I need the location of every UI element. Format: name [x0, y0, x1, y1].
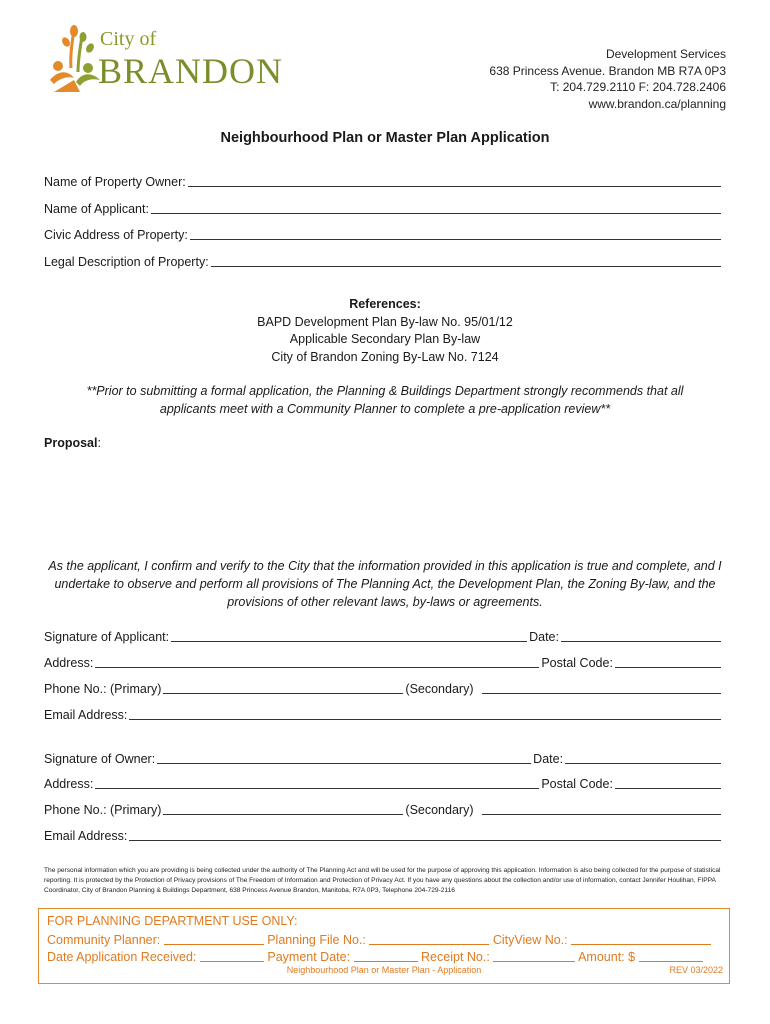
city-of-brandon-logo [44, 22, 294, 100]
owner-phone-primary-blank[interactable] [163, 802, 403, 815]
form-footer-title: Neighbourhood Plan or Master Plan - Application [286, 965, 482, 975]
owner-phone-row[interactable] [44, 802, 721, 817]
property-owner-label: Name of Property Owner: [44, 175, 186, 189]
legal-description-blank[interactable] [211, 254, 721, 267]
community-planner-label: Community Planner: [47, 933, 161, 947]
dept-phone-fax: T: 204.729.2110 F: 204.728.2406 [550, 80, 726, 94]
applicant-name-label: Name of Applicant: [44, 202, 149, 216]
applicant-address-label: Address: [44, 656, 94, 670]
applicant-phone-primary-label: Phone No.: (Primary) [44, 682, 162, 696]
applicant-address-blank[interactable] [95, 655, 539, 668]
references-heading: References: [349, 297, 421, 311]
civic-address-field[interactable] [44, 227, 721, 242]
owner-postal-blank[interactable] [615, 776, 721, 789]
proposal-label-text: Proposal [44, 436, 98, 450]
applicant-name-blank[interactable] [151, 201, 721, 214]
applicant-signature-label: Signature of Applicant: [44, 630, 170, 644]
owner-signature-blank[interactable] [157, 751, 531, 764]
owner-signature-row[interactable] [44, 751, 721, 766]
applicant-postal-label: Postal Code: [541, 656, 613, 670]
property-owner-field[interactable] [44, 174, 721, 189]
dept-address: 638 Princess Avenue. Brandon MB R7A 0P3 [489, 63, 726, 78]
owner-date-label: Date: [533, 752, 564, 766]
pre-application-notice: **Prior to submitting a formal application, the Planning & Buildings Department strongly recommends that all applicants meet with a Community Planner to complete a pre-application review** [86, 384, 684, 416]
community-planner-blank[interactable] [164, 932, 264, 945]
form-title: Neighbourhood Plan or Master Plan Application [220, 130, 550, 146]
owner-postal-label: Postal Code: [541, 777, 613, 791]
office-use-row-1 [47, 932, 711, 947]
privacy-notice: The personal information which you are providing is being collected under the authority of The Planning Act and will be used for the purpose of approving this application. Information is also being collected for the purpose of statistical reporting. It is protected by the Protection of Privacy provisions of The Freedom of Information and Protection of Privacy Act. If you have any questions about the collection and/or use of information, contact Jennifer Houlihan, FIPPA Coordinator, City of Brandon Planning & Buildings Department, 638 Princess Avenue Brandon, Manitoba, R7A 0P3, Telephone 204-729-2116 [44, 867, 721, 894]
applicant-date-blank[interactable] [561, 629, 721, 642]
office-use-row-2 [47, 949, 703, 964]
owner-email-row[interactable] [44, 828, 721, 843]
owner-phone-primary-label: Phone No.: (Primary) [44, 803, 162, 817]
proposal-colon: : [97, 436, 101, 450]
payment-date-label: Payment Date: [267, 950, 351, 964]
legal-description-label: Legal Description of Property: [44, 255, 209, 269]
cityview-label: CityView No.: [492, 933, 568, 947]
proposal-label [44, 436, 101, 450]
reference-item: Applicable Secondary Plan By-law [289, 332, 481, 346]
references-section [0, 296, 770, 366]
amount-blank[interactable] [639, 949, 703, 962]
office-use-box [38, 908, 730, 984]
planning-file-label: Planning File No.: [267, 933, 366, 947]
applicant-email-row[interactable] [44, 707, 721, 722]
payment-date-blank[interactable] [354, 949, 418, 962]
applicant-email-label: Email Address: [44, 708, 128, 722]
civic-address-blank[interactable] [190, 227, 721, 240]
owner-address-row[interactable] [44, 776, 721, 791]
reference-item: City of Brandon Zoning By-Law No. 7124 [271, 349, 499, 364]
applicant-phone-primary-blank[interactable] [163, 681, 403, 694]
owner-date-blank[interactable] [565, 751, 721, 764]
proposal-input-area[interactable] [44, 456, 721, 548]
form-revision: REV 03/2022 [669, 965, 723, 975]
legal-description-field[interactable] [44, 254, 721, 269]
civic-address-label: Civic Address of Property: [44, 228, 188, 242]
owner-phone-secondary-blank[interactable] [482, 802, 722, 815]
applicant-email-blank[interactable] [129, 707, 721, 720]
logo-brandon-text: BRANDON [98, 51, 284, 91]
dept-name: Development Services [605, 47, 726, 61]
applicant-phone-row[interactable] [44, 681, 721, 696]
owner-signature-label: Signature of Owner: [44, 752, 156, 766]
owner-phone-secondary-label: (Secondary) [405, 803, 474, 817]
dept-website: www.brandon.ca/planning [588, 96, 726, 111]
owner-address-label: Address: [44, 777, 94, 791]
applicant-signature-row[interactable] [44, 629, 721, 644]
applicant-date-label: Date: [529, 630, 559, 644]
property-owner-blank[interactable] [188, 174, 721, 187]
date-received-blank[interactable] [200, 949, 264, 962]
applicant-postal-blank[interactable] [615, 655, 721, 668]
applicant-name-field[interactable] [44, 201, 721, 216]
office-use-heading: FOR PLANNING DEPARTMENT USE ONLY: [47, 914, 298, 928]
applicant-signature-blank[interactable] [171, 629, 527, 642]
amount-label: Amount: $ [578, 950, 636, 964]
department-contact [489, 46, 726, 112]
applicant-phone-secondary-label: (Secondary) [405, 682, 474, 696]
logo-city-of-text: City of [100, 28, 157, 50]
cityview-blank[interactable] [571, 932, 711, 945]
planning-file-blank[interactable] [369, 932, 489, 945]
applicant-address-row[interactable] [44, 655, 721, 670]
reference-item: BAPD Development Plan By-law No. 95/01/12 [257, 314, 513, 329]
owner-address-blank[interactable] [95, 776, 539, 789]
owner-email-blank[interactable] [129, 828, 721, 841]
date-received-label: Date Application Received: [47, 950, 197, 964]
applicant-phone-secondary-blank[interactable] [482, 681, 722, 694]
receipt-blank[interactable] [493, 949, 575, 962]
applicant-confirmation: As the applicant, I confirm and verify to the City that the information provided in this application is true and complete, and I undertake to observe and perform all provisions of The Planning Act, the Development Plan, the Zoning By-law, and the provisions of other relevant laws, by-laws or agreements. [48, 559, 722, 609]
receipt-label: Receipt No.: [421, 950, 490, 964]
owner-email-label: Email Address: [44, 829, 128, 843]
